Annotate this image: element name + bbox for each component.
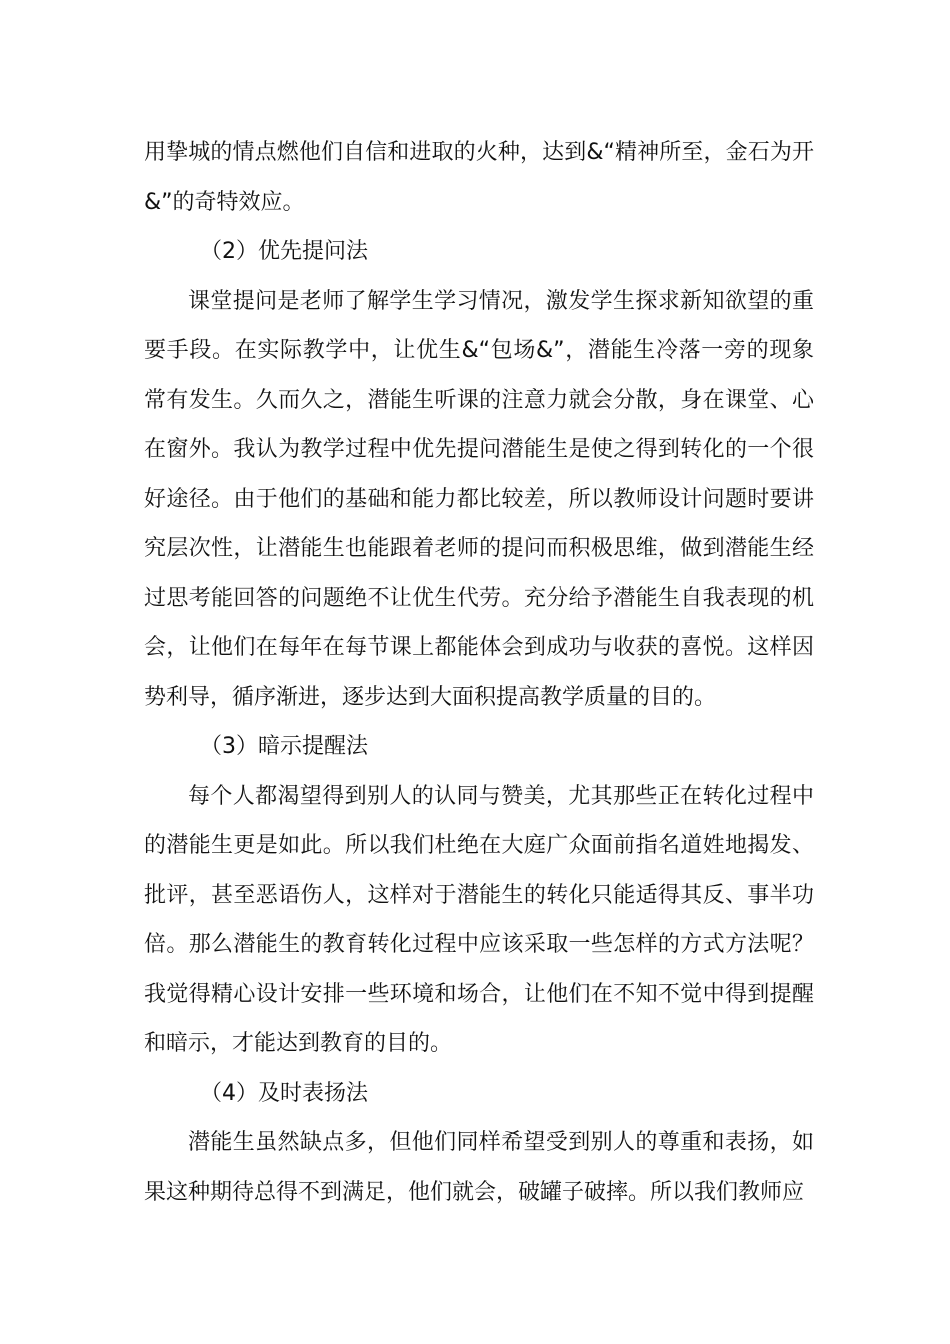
section-heading-timely-praise: （4）及时表扬法 xyxy=(200,1080,368,1106)
document-body xyxy=(144,128,814,1217)
paragraph-timely-praise: 潜能生虽然缺点多，但他们同样希望受到别人的尊重和表扬，如果这种期待总得不到满足，他们就会，破罐子破摔。所以我们教师应 xyxy=(144,1130,814,1205)
paragraph-priority-questioning: 课堂提问是老师了解学生学习情况，激发学生探求新知欲望的重要手段。在实际教学中，让优生&“包场&”，潜能生冷落一旁的现象常有发生。久而久之，潜能生听课的注意力就会分散，身在课堂、心在窗外。我认为教学过程中优先提问潜能生是使之得到转化的一个很好途径。由于他们的基础和能力都比较差，所以教师设计问题时要讲究层次性，让潜能生也能跟着老师的提问而积极思维，做到潜能生经过思考能回答的问题绝不让优生代劳。充分给予潜能生自我表现的机会，让他们在每年在每节课上都能体会到成功与收获的喜悦。这样因势利导，循序渐进，逐步达到大面积提高教学质量的目的。 xyxy=(144,288,814,710)
paragraph-intro-continuation: 用挚城的情点燃他们自信和进取的火种，达到&“精神所至，金石为开&”的奇特效应。 xyxy=(144,140,814,215)
section-heading-priority-questioning: （2）优先提问法 xyxy=(200,239,368,264)
paragraph-hint-reminder: 每个人都渴望得到别人的认同与赞美，尤其那些正在转化过程中的潜能生更是如此。所以我们杜绝在大庭广众面前指名道姓地揭发、批评，甚至恶语伤人，这样对于潜能生的转化只能适得其反、事半功倍。那么潜能生的教育转化过程中应该采取一些怎样的方式方法呢？我觉得精心设计安排一些环境和场合，让他们在不知不觉中得到提醒和暗示，才能达到教育的目的。 xyxy=(144,783,814,1056)
section-heading-hint-reminder: （3）暗示提醒法 xyxy=(200,734,368,759)
